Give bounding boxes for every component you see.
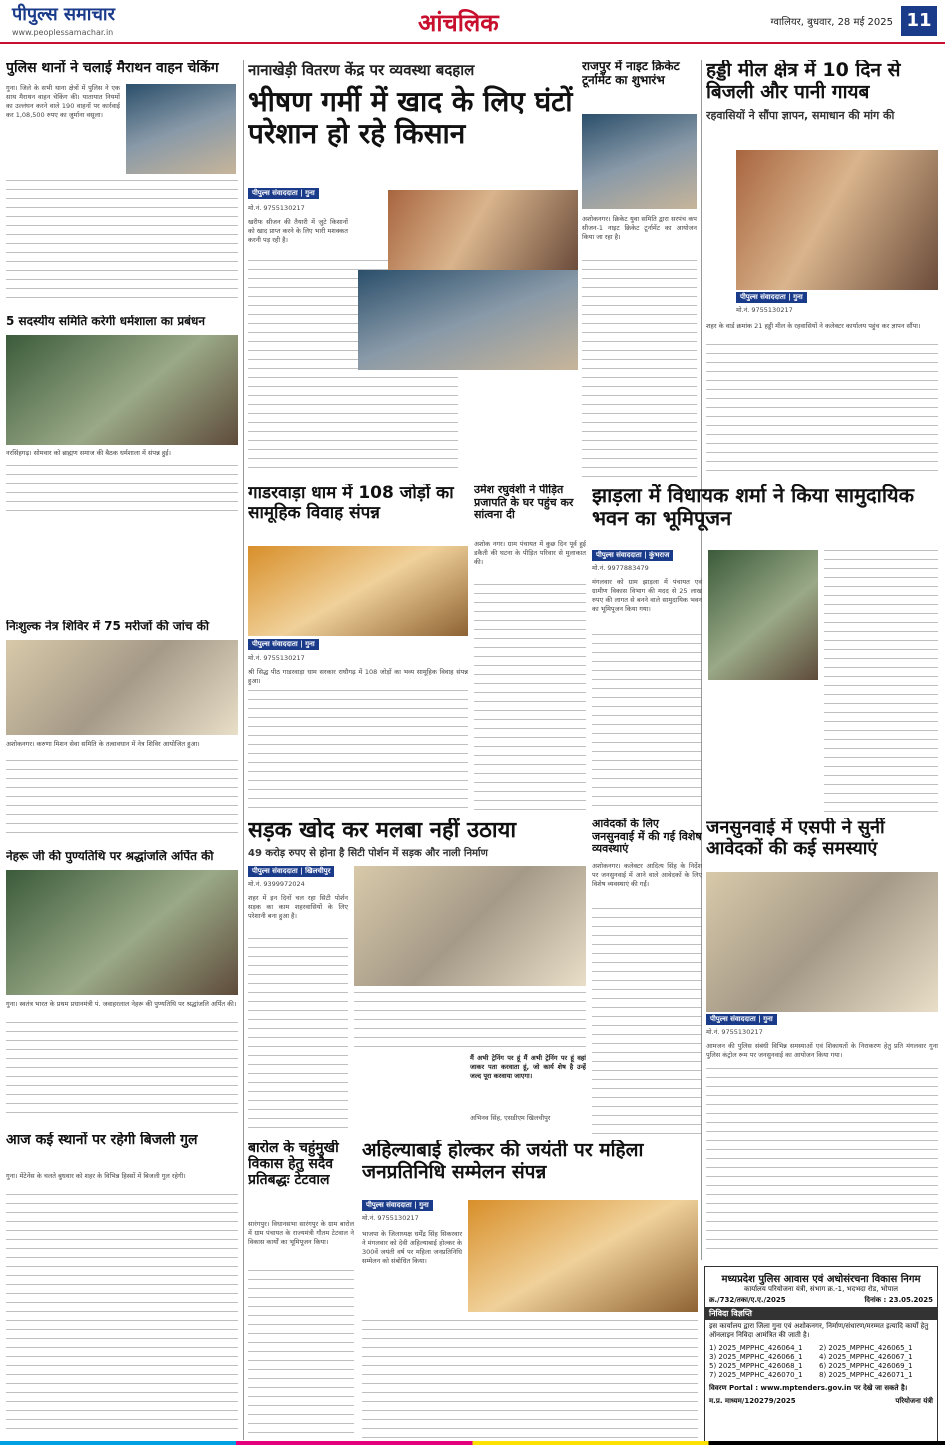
notice-ref: क्र./732/तका/ए.ए./2025 — [709, 1296, 786, 1304]
headline: जनसुनवाई में एसपी ने सुनीं आवेदकों की कई समस्याएं — [706, 818, 885, 859]
body-text — [592, 908, 702, 1134]
photo — [354, 866, 586, 986]
body-text — [6, 760, 238, 838]
body-text — [6, 465, 238, 513]
photo — [358, 270, 578, 370]
article-lead: आमजन की पुलिस संबंधी विभिन्न समस्याओं एवं शिकायतों के निराकरण हेतु प्रति मंगलवार गुना पुलिस कंट्रोल रूम पर जनसुनवाई का आयोजन किया गया। — [706, 1042, 938, 1059]
kicker: नानाखेड़ी वितरण केंद्र पर व्यवस्था बदहाल — [248, 61, 475, 79]
photo — [6, 640, 238, 735]
headline: झाड़ला में विधायक शर्मा ने किया सामुदायिक भवन का भूमिपूजन — [592, 484, 914, 530]
article-marathon — [6, 60, 238, 310]
article-road — [248, 818, 586, 1136]
body-text — [248, 1270, 354, 1438]
body-text — [248, 938, 348, 1132]
newspaper-brand: पीपुल्स समाचार — [12, 4, 115, 25]
body-text — [6, 180, 238, 306]
article-nehru — [6, 850, 238, 1120]
headline: अहिल्याबाई होल्कर की जयंती पर महिला जनप्रतिनिधि सम्मेलन संपन्न — [362, 1140, 644, 1183]
headline: नेहरू जी की पुण्यतिथि पर श्रद्धांजलि अर्पित की — [6, 850, 214, 863]
headline: राजपुर में नाइट क्रिकेट टूर्नामेंट का शुभारंभ — [582, 60, 680, 87]
article-eyecamp — [6, 620, 238, 840]
body-text — [354, 992, 586, 1048]
article-garadwada — [248, 484, 468, 814]
headline: हड्डी मील क्षेत्र में 10 दिन से बिजली और पानी गायब — [706, 60, 901, 103]
body-text — [6, 1022, 238, 1118]
dateline: ग्वालियर, बुधवार, 28 मई 2025 — [770, 17, 893, 28]
article-lead: भाजपा के जिलाध्यक्ष धर्मेंद्र सिंह सिकरवार ने मंगलवार को देवी अहिल्याबाई होल्कर के 300वें जयंती वर्ष पर महिला जनप्रतिनिधि सम्मेलन को संबोधित किया। — [362, 1230, 462, 1265]
article-lead: सारंगपुर। विधानसभा सारंगपुर के ग्राम बारोल में ग्राम पंचायत के राज्यमंत्री गौतम टेटवाल ने विकास कार्यों का भूमिपूजन किया। — [248, 1220, 354, 1246]
official-quote: मैं अभी ट्रेनिंग पर हूं मैं अभी ट्रेनिंग पर हूं वहां जाकर पता करवाता हूं, जो कार्य शेष है उन्हें जल्द पूरा करवाया जाएगा। — [470, 1054, 586, 1080]
byline: पीपुल्स संवाददाता | गुना — [362, 1200, 433, 1211]
article-dharmshala — [6, 315, 238, 515]
subheadline: रहवासियों ने सौंपा ज्ञापन, समाधान की मांग की — [706, 108, 895, 122]
byline-phone: मो.नं. 9977883479 — [592, 564, 649, 572]
notice-footer — [705, 1395, 937, 1408]
article-lead: खरीफ सीजन की तैयारी में जुटे किसानों को खाद प्राप्त करने के लिए भारी मशक्कत करनी पड़ रही है। — [248, 218, 348, 244]
body-text — [592, 634, 702, 812]
registration-marks — [0, 1441, 945, 1445]
headline: आज कई स्थानों पर रहेगी बिजली गुल — [6, 1132, 198, 1148]
body-text — [824, 550, 938, 812]
article-power — [6, 1132, 238, 1432]
tender-list — [705, 1342, 937, 1382]
article-lead: अशोक नगर। ग्राम पंचायत में कुछ दिन पूर्व हुई डकैती की घटना के पीड़ित परिवार से मुलाकात की। — [474, 540, 586, 566]
tender-id: 1) 2025_MPPHC_426064_1 — [709, 1344, 803, 1352]
article-lead: अशोकनगर। क्रिकेट युवा समिति द्वारा सरपंच कप सीजन-1 नाइट क्रिकेट टूर्नामेंट का आयोजन किया जा रहा है। — [582, 215, 697, 241]
tender-id: 7) 2025_MPPHC_426070_1 — [709, 1371, 803, 1379]
notice-ref-row — [705, 1294, 937, 1307]
section-title: आंचलिक — [418, 9, 499, 37]
notice-text: इस कार्यालय द्वारा जिला गुना एवं अशोकनगर, निर्माण/संधारण/मरम्मत इत्यादि कार्यों हेतु ऑनलाइन निविदा आमंत्रित की जाती है। — [709, 1322, 929, 1339]
byline-phone: मो.नं. 9399972024 — [248, 880, 305, 888]
notice-office: कार्यालय परियोजना यंत्री, संभाग क्र.-1, भदभदा रोड, भोपाल — [743, 1285, 899, 1293]
article-lead: गुना। मेंटेनेंस के चलते बुधवार को शहर के विभिन्न हिस्सों में बिजली गुल रहेगी। — [6, 1172, 186, 1180]
quote-attribution: अभिनव सिंह, एसडीएम खिलचीपुर — [470, 1114, 551, 1122]
byline-phone: मो.नं. 9755130217 — [706, 1028, 763, 1036]
tender-notice — [704, 1266, 938, 1442]
body-text — [248, 690, 468, 812]
brand-url[interactable]: www.peoplessamachar.in — [12, 28, 114, 37]
article-janasunwai — [592, 818, 702, 1136]
article-lead: शहर के वार्ड क्रमांक 21 हड्डी मील के रहवासियों ने कलेक्टर कार्यालय पहुंच कर ज्ञापन सौंपा। — [706, 322, 921, 330]
body-text — [474, 584, 586, 812]
byline-phone: मो.नं. 9755130217 — [248, 204, 305, 212]
article-lead: अशोकनगर। करुणा मिशन सेवा समिति के तत्वावधान में नेत्र शिविर आयोजित हुआ। — [6, 740, 200, 748]
headline: पुलिस थानों ने चलाई मैराथन वाहन चेकिंग — [6, 60, 219, 76]
article-lead: गुना। जिले के सभी थाना क्षेत्रों में पुलिस ने एक साथ मैराथन वाहन चेकिंग की। यातायात नियमों का उल्लंघन करने वाले 190 वाहनों पर कार्रवाई कर 1,08,500 रुपए का जुर्माना वसूला। — [6, 84, 120, 119]
photo — [126, 84, 236, 174]
byline-phone: मो.नं. 9755130217 — [736, 306, 793, 314]
byline: पीपुल्स संवाददाता | गुना — [248, 639, 319, 650]
photo — [468, 1200, 698, 1312]
photo — [6, 870, 238, 995]
headline: बारोल के चहुंमुखी विकास हेतु सदैव प्रतिबद्धः टेटवाल — [248, 1140, 339, 1189]
headline: उमेश रघुवंशी ने पीड़ित प्रजापति के घर पहुंच कर सांत्वना दी — [474, 484, 574, 522]
byline: पीपुल्स संवाददाता | गुना — [248, 188, 319, 199]
notice-date: दिनांक : 23.05.2025 — [864, 1296, 933, 1304]
masthead — [0, 0, 945, 44]
byline-phone: मो.नं. 9755130217 — [248, 654, 305, 662]
headline: भीषण गर्मी में खाद के लिए घंटों परेशान हो रहे किसान — [248, 85, 573, 151]
article-lead: गुना। स्वतंत्र भारत के प्रथम प्रधानमंत्री पं. जवाहरलाल नेहरू की पुण्यतिथि पर श्रद्धांजलि अर्पित की। — [6, 1000, 237, 1008]
tender-id: 6) 2025_MPPHC_426069_1 — [819, 1362, 913, 1370]
notice-band: निविदा विज्ञप्ति — [705, 1307, 937, 1320]
photo — [736, 150, 938, 290]
article-jhadla — [592, 484, 938, 814]
tender-id: 8) 2025_MPPHC_426071_1 — [819, 1371, 913, 1379]
byline: पीपुल्स संवाददाता | खिलचीपुर — [248, 866, 334, 877]
article-sp — [706, 818, 938, 1258]
article-lead: श्री सिद्ध पीठ गाडरवाड़ा धाम सरकार राघौगढ़ में 108 जोड़ों का भव्य सामूहिक विवाह संपन्न हुआ। — [248, 668, 468, 685]
column-divider — [243, 60, 244, 1440]
photo — [248, 546, 468, 636]
article-umesh — [474, 484, 586, 814]
tender-id: 2) 2025_MPPHC_426065_1 — [819, 1344, 913, 1352]
article-cricket — [582, 60, 697, 480]
tender-id: 4) 2025_MPPHC_426067_1 — [819, 1353, 913, 1361]
subheadline: 49 करोड़ रुपए से होना है सिटी पोर्शन में सड़क और नाली निर्माण — [248, 848, 488, 860]
headline: सड़क खोद कर मलबा नहीं उठाया — [248, 818, 517, 843]
article-fertilizer — [248, 60, 578, 480]
tender-id: 3) 2025_MPPHC_426066_1 — [709, 1353, 803, 1361]
photo — [708, 550, 818, 680]
headline: निःशुल्क नेत्र शिविर में 75 मरीजों की जांच की — [6, 620, 210, 633]
body-text — [706, 1068, 938, 1256]
photo — [388, 190, 578, 270]
headline: गाडरवाड़ा धाम में 108 जोड़ों का सामूहिक विवाह संपन्न — [248, 484, 454, 523]
body-text — [362, 1320, 698, 1438]
photo — [706, 872, 938, 1012]
notice-org: मध्यप्रदेश पुलिस आवास एवं अधोसंरचना विकास निगम — [721, 1274, 921, 1285]
article-lead: नरसिंहगढ़। सोमवार को ब्राह्मण समाज की बैठक धर्मशाला में संपन्न हुई। — [6, 449, 171, 457]
photo — [582, 114, 697, 209]
notice-portal[interactable]: विवरण Portal : www.mptenders.gov.in पर देखे जा सकते है। — [709, 1384, 908, 1392]
body-text — [6, 1194, 238, 1430]
tender-id: 5) 2025_MPPHC_426068_1 — [709, 1362, 803, 1370]
headline: आवेदकों के लिए जनसुनवाई में की गई विशेष व्यवस्थाएं — [592, 818, 702, 856]
body-text — [706, 344, 938, 476]
article-lead: अशोकनगर। कलेक्टर आदित्य सिंह के निर्देश पर जनसुनवाई में आने वाले आवेदकों के लिए विशेष व्यवस्थाएं की गईं। — [592, 862, 702, 888]
photo — [6, 335, 238, 445]
page-number: 11 — [901, 6, 937, 36]
headline: 5 सदस्यीय समिति करेगी धर्मशाला का प्रबंधन — [6, 315, 206, 328]
article-barol — [248, 1140, 354, 1440]
byline: पीपुल्स संवाददाता | गुना — [736, 292, 807, 303]
notice-footer-left: म.प्र. माध्यम/120279/2025 — [709, 1397, 796, 1405]
article-lead: शहर में इन दिनों चल रहा सिटी पोर्शन सड़क का काम शहरवासियों के लिए परेशानी बना हुआ है। — [248, 894, 348, 920]
article-haddimil — [706, 60, 938, 480]
byline: पीपुल्स संवाददाता | कुंभराज — [592, 550, 673, 561]
article-ahilya — [362, 1140, 698, 1440]
article-lead: मंगलवार को ग्राम झाड़ला में पंचायत एवं ग्रामीण विकास विभाग की मदद से 25 लाख रुपए की लागत से बनने वाले सामुदायिक भवन का भूमिपूजन किया गया। — [592, 578, 702, 613]
byline-phone: मो.नं. 9755130217 — [362, 1214, 419, 1222]
body-text — [582, 260, 697, 478]
byline: पीपुल्स संवाददाता | गुना — [706, 1014, 777, 1025]
notice-footer-right: परियोजना यंत्री — [895, 1397, 933, 1405]
